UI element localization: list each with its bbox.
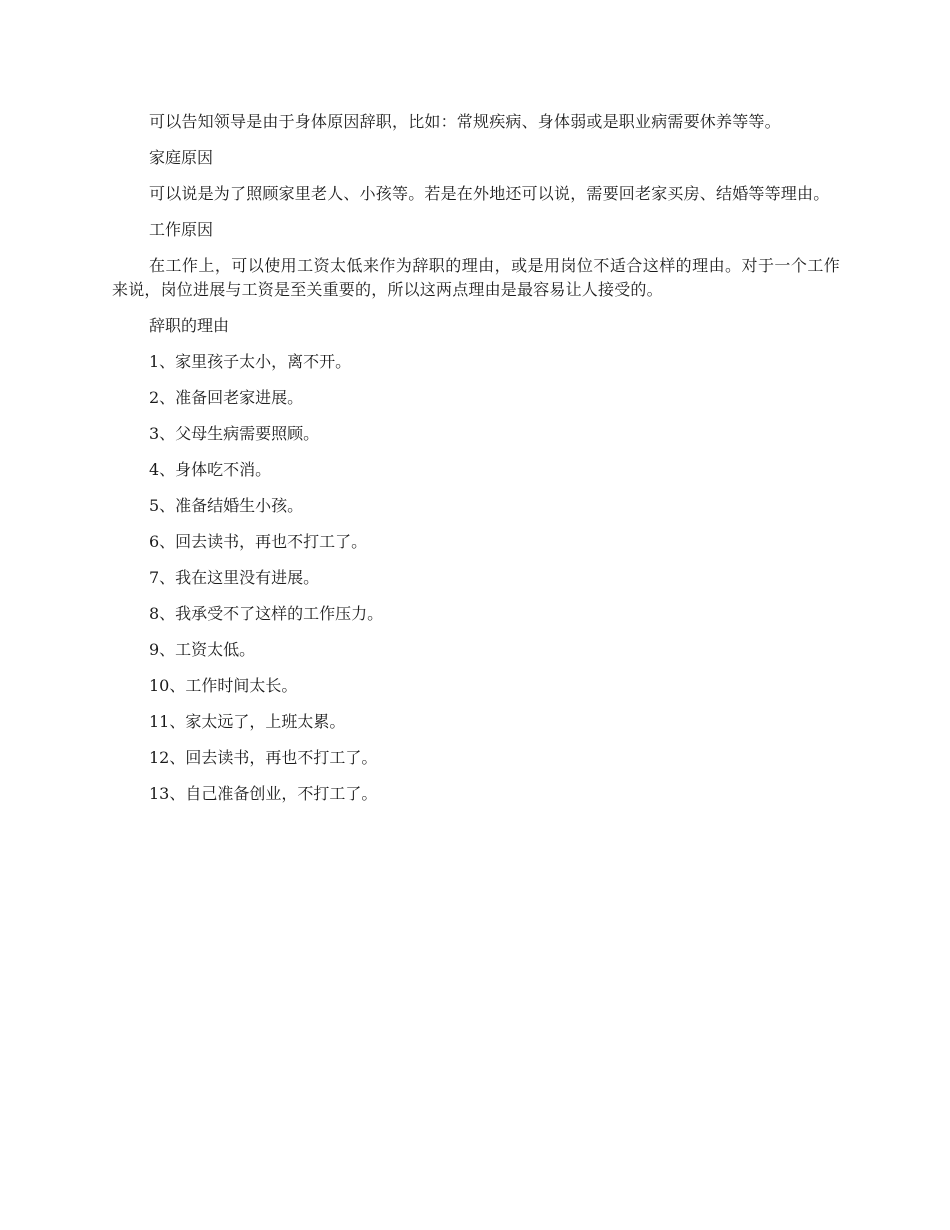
work-reason-paragraph: 在工作上，可以使用工资太低来作为辞职的理由，或是用岗位不适合这样的理由。对于一个工作来说，岗位进展与工资是至关重要的，所以这两点理由是最容易让人接受的。 [112, 256, 840, 299]
reason-item: 6、回去读书，再也不打工了。 [149, 532, 368, 551]
reason-item: 13、自己准备创业，不打工了。 [149, 784, 378, 803]
reason-item: 9、工资太低。 [149, 640, 256, 659]
reason-item: 1、家里孩子太小，离不开。 [149, 352, 352, 371]
family-reason-heading: 家庭原因 [149, 148, 214, 167]
reason-item: 3、父母生病需要照顾。 [149, 424, 320, 443]
health-reason-paragraph: 可以告知领导是由于身体原因辞职，比如：常规疾病、身体弱或是职业病需要休养等等。 [149, 112, 781, 131]
work-reason-heading: 工作原因 [149, 220, 214, 239]
reason-item: 10、工作时间太长。 [149, 676, 298, 695]
reason-item: 5、准备结婚生小孩。 [149, 496, 304, 515]
reason-item: 8、我承受不了这样的工作压力。 [149, 604, 384, 623]
reason-item: 4、身体吃不消。 [149, 460, 272, 479]
reason-item: 2、准备回老家进展。 [149, 388, 304, 407]
reason-item: 7、我在这里没有进展。 [149, 568, 320, 587]
reason-item: 11、家太远了，上班太累。 [149, 712, 346, 731]
family-reason-paragraph: 可以说是为了照顾家里老人、小孩等。若是在外地还可以说，需要回老家买房、结婚等等理由。 [149, 184, 830, 203]
reason-item: 12、回去读书，再也不打工了。 [149, 748, 378, 767]
resignation-reasons-heading: 辞职的理由 [149, 316, 230, 335]
document-body [112, 110, 840, 818]
resignation-reasons-list [112, 350, 840, 806]
